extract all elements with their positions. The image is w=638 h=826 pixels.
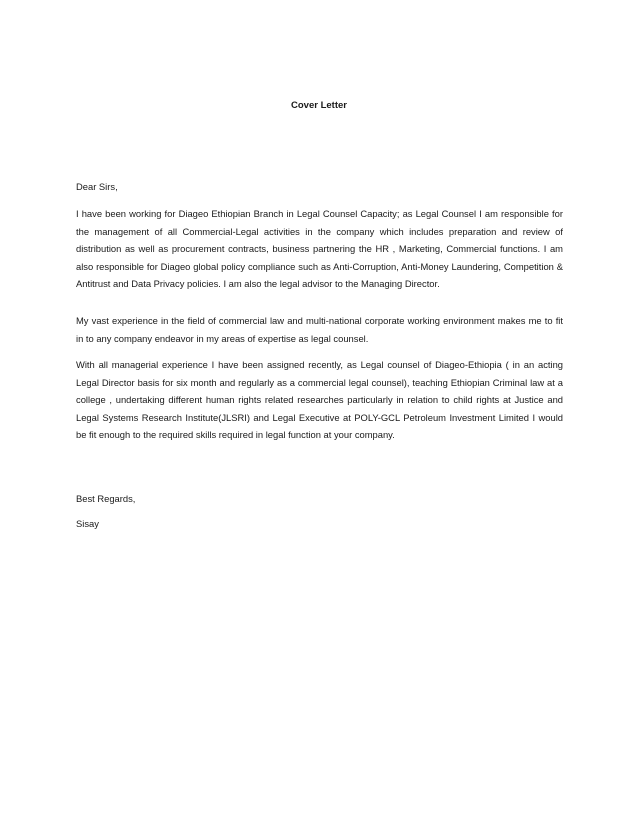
- signature: Sisay: [76, 518, 99, 529]
- closing: Best Regards,: [76, 493, 136, 504]
- salutation: Dear Sirs,: [76, 181, 118, 192]
- paragraph-qualifications: With all managerial experience I have been assigned recently, as Legal counsel of Diageo-Ethiopia ( in an acting Legal Director basis for six month and regularly as a commercial legal counsel), teaching Ethiopian Criminal law at a college , undertaking different human rights related researches particularly in relation to child rights at Justice and Legal Systems Research Institute(JLSRI) and Legal Executive at POLY-GCL Petroleum Investment Limited I would be fit enough to the required skills required in legal function at your company.: [76, 359, 563, 441]
- letter-title: Cover Letter: [291, 100, 347, 111]
- paragraph-expertise: My vast experience in the field of commercial law and multi-national corporate working environment makes me to fit in to any company endeavor in my areas of expertise as legal counsel.: [76, 315, 563, 344]
- paragraph-experience: I have been working for Diageo Ethiopian Branch in Legal Counsel Capacity; as Legal Counsel I am responsible for the management of all Commercial-Legal activities in the company which includes preparation and review of distribution as well as procurement contracts, business partnering the HR , Marketing, Commercial functions. I am also responsible for Diageo global policy compliance such as Anti-Corruption, Anti-Money Laundering, Competition & Antitrust and Data Privacy policies. I am also the legal advisor to the Managing Director.: [76, 208, 563, 290]
